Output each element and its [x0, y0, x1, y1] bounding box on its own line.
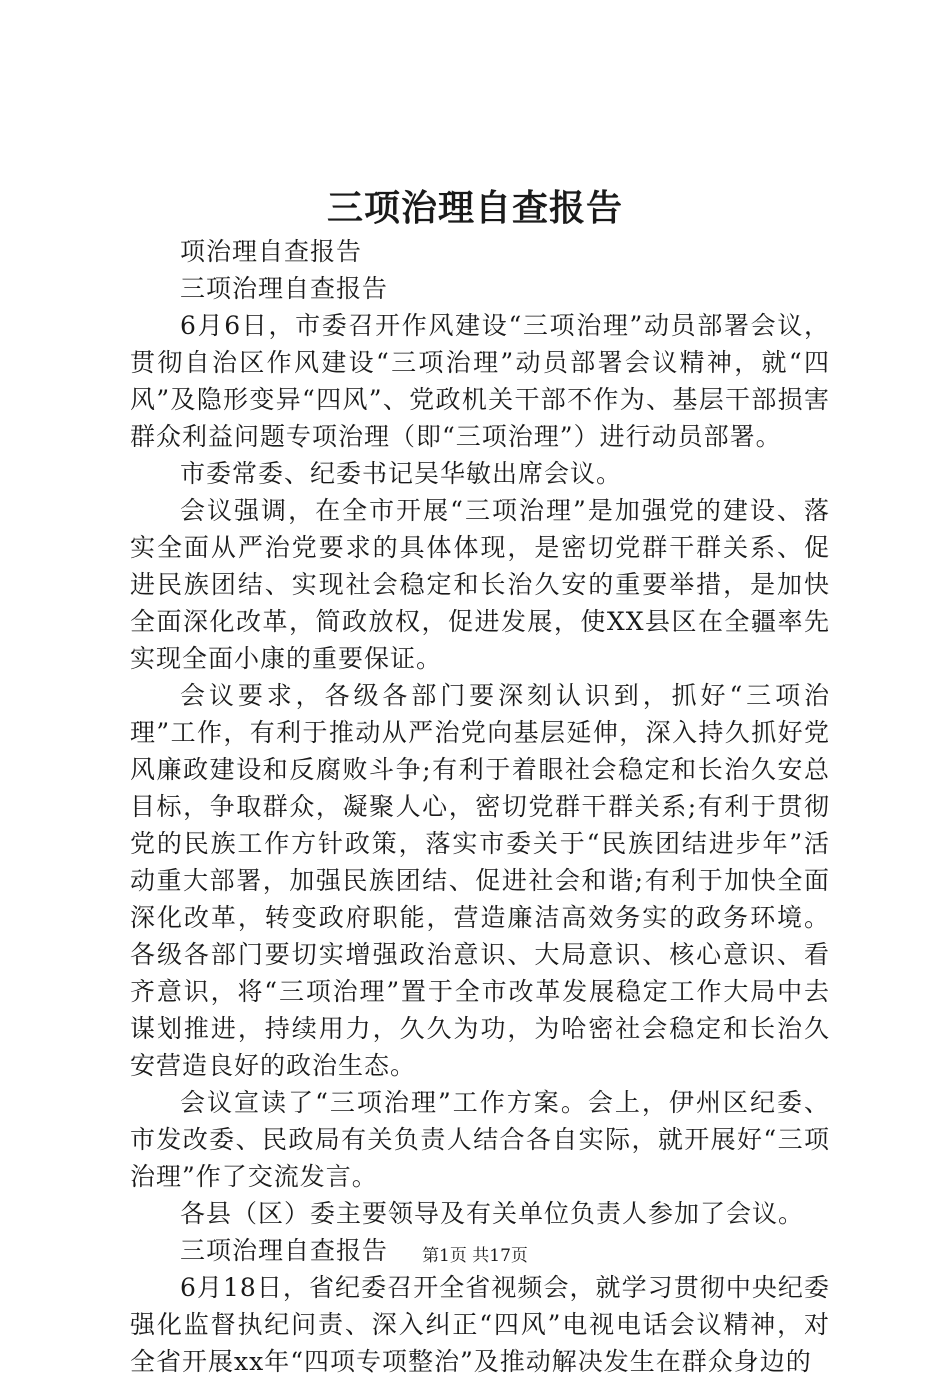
document-title: 三项治理自查报告 — [326, 187, 623, 229]
paragraph: 会议要求，各级各部门要深刻认识到，抓好“三项治理”工作，有利于推动从严治党向基层延伸，深入持久抓好党风廉政建设和反腐败斗争;有利于着眼社会稳定和长治久安总目标，争取群众，凝聚人心，密切党群干群关系;有利于贯彻党的民族工作方针政策，落实市委关于“民族团结进步年”活动重大部署，加强民族团结、促进社会和谐;有利于加快全面深化改革，转变政府职能，营造廉洁高效务实的政务环境。各级各部门要切实增强政治意识、大局意识、核心意识、看齐意识，将“三项治理”置于全市改革发展稳定工作大局中去谋划推进，持续用力，久久为功，为哈密社会稳定和长治久安营造良好的政治生态。 — [130, 681, 830, 1080]
paragraph: 项治理自查报告 — [180, 237, 363, 266]
paragraph: 会议宣读了“三项治理”工作方案。会上，伊州区纪委、市发改委、民政局有关负责人结合各自实际，就开展好“三项治理”作了交流发言。 — [130, 1088, 830, 1191]
paragraph: 三项治理自查报告 — [180, 274, 389, 303]
document-body — [130, 233, 830, 1380]
page-number-footer: 第1页 共17页 — [422, 1246, 528, 1266]
paragraph: 三项治理自查报告 — [180, 1236, 389, 1265]
paragraph: 会议强调，在全市开展“三项治理”是加强党的建设、落实全面从严治党要求的具体体现，是密切党群干群关系、促进民族团结、实现社会稳定和长治久安的重要举措，是加快全面深化改革，简政放权，促进发展，使XX县区在全疆率先实现全面小康的重要保证。 — [130, 496, 830, 673]
paragraph: 6月18日，省纪委召开全省视频会，就学习贯彻中央纪委强化监督执纪问责、深入纠正“四风”电视电话会议精神，对全省开展xx年“四项专项整治”及推动解决发生在群众身边的 — [130, 1273, 830, 1376]
paragraph: 市委常委、纪委书记吴华敏出席会议。 — [180, 459, 623, 488]
paragraph: 各县（区）委主要领导及有关单位负责人参加了会议。 — [180, 1199, 805, 1228]
paragraph: 6月6日，市委召开作风建设“三项治理”动员部署会议，贯彻自治区作风建设“三项治理”动员部署会议精神，就“四风”及隐形变异“四风”、党政机关干部不作为、基层干部损害群众利益问题专项治理（即“三项治理”）进行动员部署。 — [130, 311, 830, 451]
